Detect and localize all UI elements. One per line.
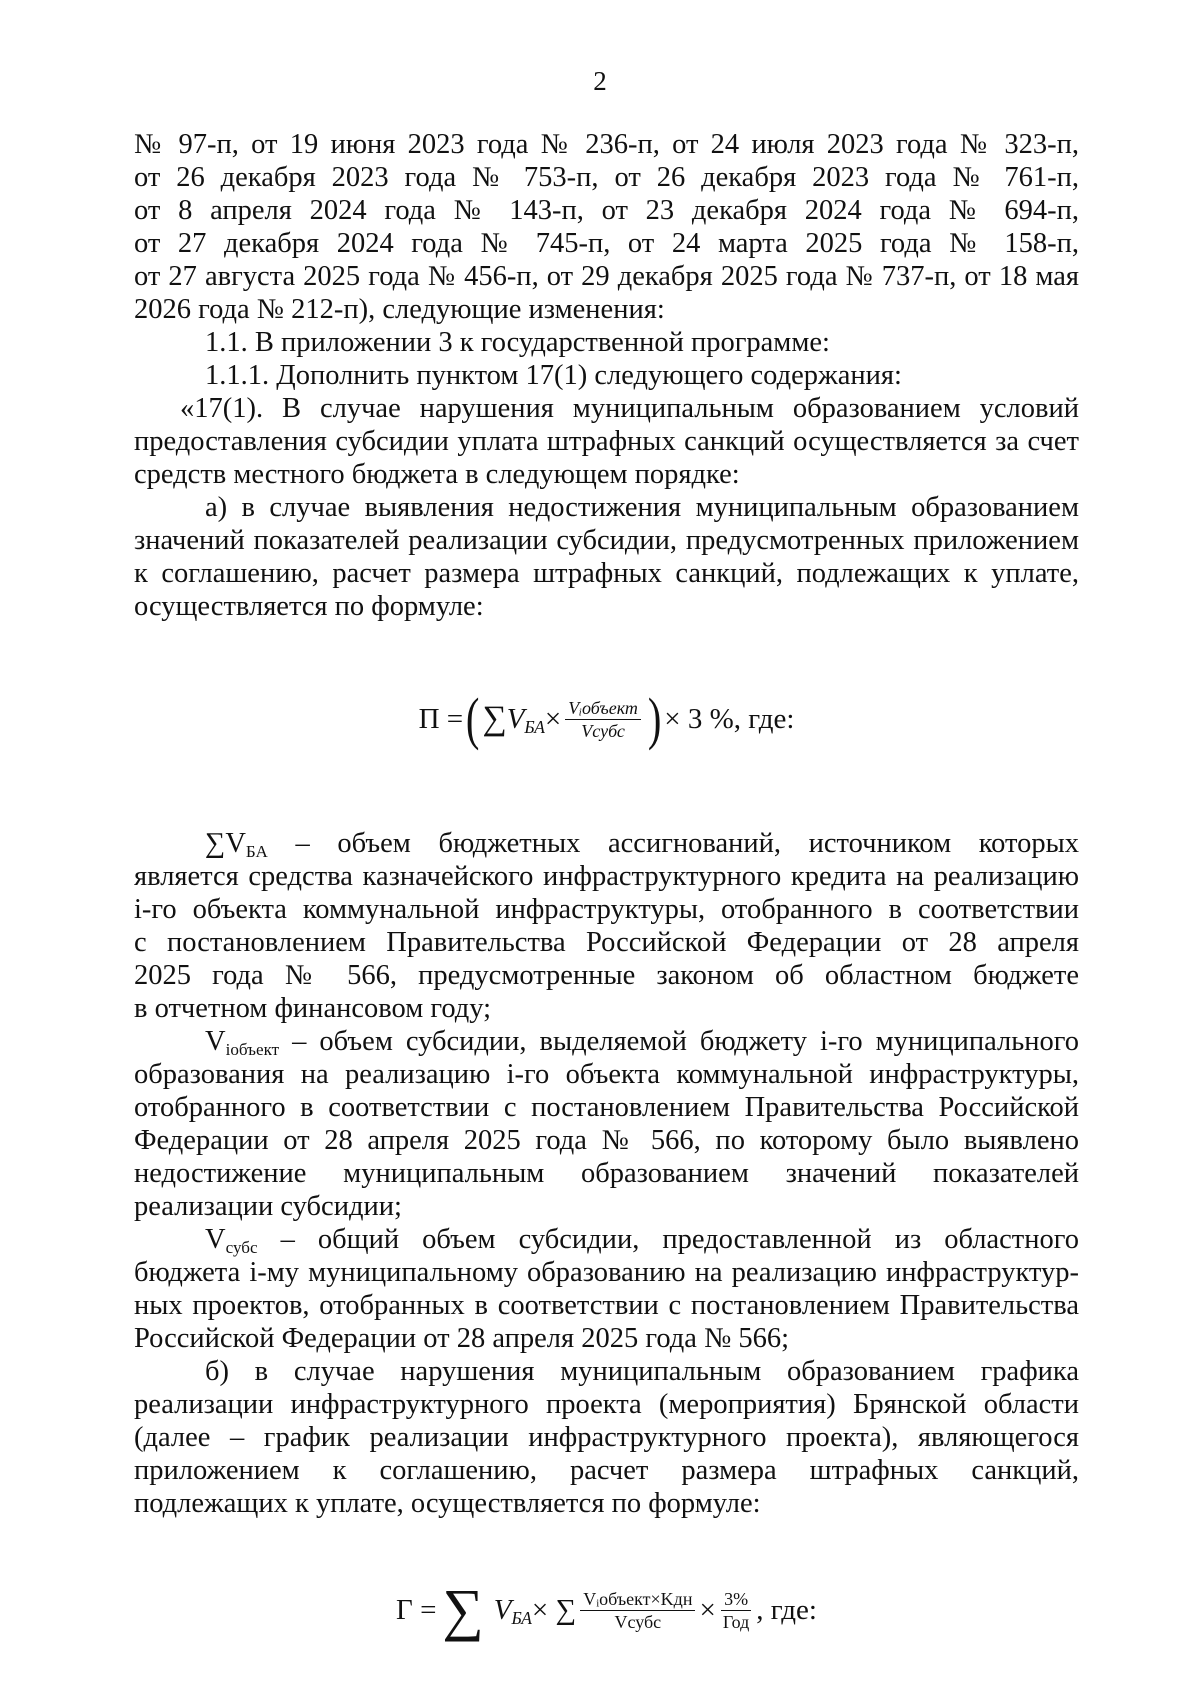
formula-variable: $V_{БА}$ bbox=[493, 1593, 532, 1628]
formula-fraction bbox=[580, 1588, 695, 1633]
text-line: значений показателей реализации субсидии, предусмотренных приложением bbox=[134, 525, 1079, 556]
sum-sign: ∑ bbox=[482, 700, 507, 737]
text-line: является средства казначейского инфраструктурного кредита на реализацию bbox=[134, 861, 1079, 892]
text-line: отобранного в соответствии с постановлением Правительства Российской bbox=[134, 1092, 1079, 1123]
formula-variable: $V_{БА}$ bbox=[506, 702, 545, 737]
formula-lhs: Г = bbox=[396, 1593, 437, 1626]
text-line: от 27 августа 2025 года № 456-п, от 29 декабря 2025 года № 737-п, от 18 мая bbox=[134, 261, 1079, 292]
sum-sign: ∑ bbox=[442, 1577, 484, 1642]
text-line: ных проектов, отобранных в соответствии с постановлением Правительства bbox=[134, 1290, 1079, 1321]
text-line: 2025 года № 566, предусмотренные законом об областном бюджете bbox=[134, 960, 1079, 991]
document-body bbox=[134, 128, 1079, 1650]
schedule-penalty-formula bbox=[134, 1570, 1079, 1650]
text-line: образования на реализацию i-го объекта коммунальной инфраструктуры, bbox=[134, 1059, 1079, 1090]
text-line: средств местного бюджета в следующем порядке: bbox=[134, 459, 740, 490]
text-line: 1.1. В приложении 3 к государственной программе: bbox=[205, 327, 830, 358]
text-line: от 27 декабря 2024 года № 745-п, от 24 марта 2025 года № 158-п, bbox=[134, 228, 1079, 259]
text-line: осуществляется по формуле: bbox=[134, 591, 484, 622]
formula-lhs: П = bbox=[418, 702, 464, 735]
definition-line: $\sum V_{БА}$ – объем бюджетных ассигнований, источником которых bbox=[205, 828, 1079, 862]
text-line: бюджета i-му муниципальному образованию на реализацию инфраструктур- bbox=[134, 1257, 1079, 1288]
fraction-denominator: Vсубс bbox=[614, 1611, 662, 1632]
text-line: предоставления субсидии уплата штрафных санкций осуществляется за счет bbox=[134, 426, 1079, 457]
text-line: б) в случае нарушения муниципальным образованием графика bbox=[205, 1356, 1079, 1387]
text-line: недостижение муниципальным образованием значений показателей bbox=[134, 1158, 1079, 1189]
text-line: с постановлением Правительства Российской Федерации от 28 апреля bbox=[134, 927, 1079, 958]
fraction-numerator: Vᵢобъект bbox=[565, 697, 641, 720]
text-line: в отчетном финансовом году; bbox=[134, 993, 492, 1024]
page-number: 2 bbox=[593, 66, 607, 96]
text-line: подлежащих к уплате, осуществляется по формуле: bbox=[134, 1488, 761, 1519]
text-line: Российской Федерации от 28 апреля 2025 года № 566; bbox=[134, 1323, 790, 1354]
penalty-formula bbox=[134, 679, 1079, 759]
text-line: i-го объекта коммунальной инфраструктуры, отобранного в соответствии bbox=[134, 894, 1079, 925]
right-paren: ) bbox=[647, 686, 662, 751]
text-line: реализации инфраструктурного проекта (мероприятия) Брянской области bbox=[134, 1389, 1079, 1420]
text-line: № 97-п, от 19 июня 2023 года № 236-п, от 24 июля 2023 года № 323-п, bbox=[134, 129, 1079, 160]
formula-tail: , где: bbox=[756, 1593, 817, 1626]
formula-fraction bbox=[565, 697, 641, 742]
times-sum-sign: × ∑ bbox=[531, 1593, 577, 1626]
times-sign: × bbox=[699, 1593, 716, 1626]
text-line: приложением к соглашению, расчет размера штрафных санкций, bbox=[134, 1455, 1079, 1486]
fraction-denominator: Год bbox=[722, 1611, 750, 1632]
left-paren: ( bbox=[466, 686, 480, 751]
formula-tail: × 3 %, где: bbox=[664, 702, 795, 735]
definition-line: $V_{iобъект}$ – объем субсидии, выделяемой бюджету i-го муниципального bbox=[205, 1026, 1079, 1060]
text-line: от 8 апреля 2024 года № 143-п, от 23 декабря 2024 года № 694-п, bbox=[134, 195, 1079, 226]
fraction-numerator: Vᵢобъект×Kдн bbox=[580, 1588, 695, 1611]
fraction-numerator: 3% bbox=[721, 1588, 751, 1611]
text-line: 1.1.1. Дополнить пунктом 17(1) следующего содержания: bbox=[205, 360, 902, 391]
text-line: реализации субсидии; bbox=[134, 1191, 402, 1222]
text-line: Федерации от 28 апреля 2025 года № 566, по которому было выявлено bbox=[134, 1125, 1079, 1156]
text-line: от 26 декабря 2023 года № 753-п, от 26 декабря 2023 года № 761-п, bbox=[134, 162, 1079, 193]
definition-line: $V_{субс}$ – общий объем субсидии, предоставленной из областного bbox=[205, 1224, 1079, 1258]
fraction-denominator: Vсубс bbox=[581, 720, 625, 741]
text-line: к соглашению, расчет размера штрафных санкций, подлежащих к уплате, bbox=[134, 558, 1079, 589]
text-line: «17(1). В случае нарушения муниципальным образованием условий bbox=[180, 393, 1079, 424]
times-sign: × bbox=[544, 702, 562, 735]
text-line: 2026 года № 212-п), следующие изменения: bbox=[134, 294, 665, 325]
rate-fraction bbox=[720, 1588, 752, 1633]
text-line: (далее – график реализации инфраструктурного проекта), являющегося bbox=[134, 1422, 1079, 1453]
text-line: а) в случае выявления недостижения муниципальным образованием bbox=[205, 492, 1079, 523]
